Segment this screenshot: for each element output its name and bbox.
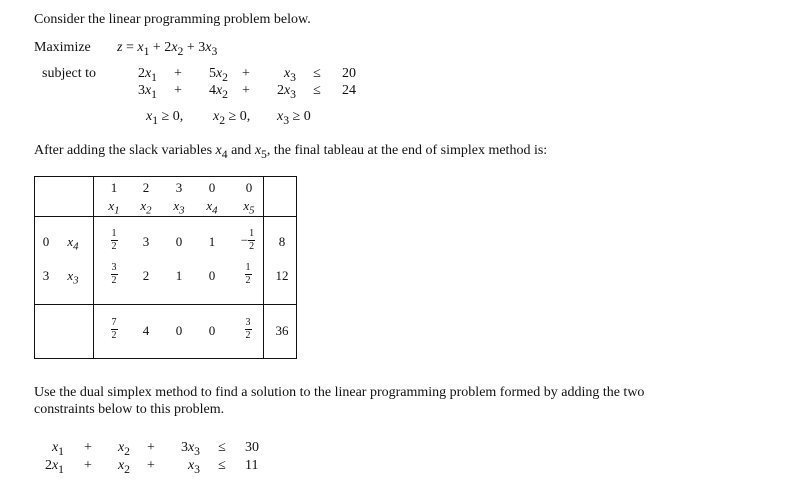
row-value: 2	[142, 268, 150, 283]
row-rhs: 8	[278, 234, 286, 249]
slack-sentence: After adding the slack variables $x_4$ and $x_5$, the final tableau at the end of simplex method is:	[34, 143, 548, 161]
row-value: 0	[175, 234, 183, 249]
constraint-operator: +	[84, 458, 92, 473]
constraint-term: $x_2$	[117, 458, 130, 476]
row-value: 0	[208, 268, 216, 283]
z-value: $\frac{7}{2}$	[111, 317, 117, 341]
added-constraint-row-2	[0, 457, 802, 475]
subject-to-label: subject to	[42, 66, 97, 81]
constraint-rhs: 11	[245, 458, 259, 473]
constraint-relation: ≤	[313, 83, 321, 98]
row-value: 1	[208, 234, 216, 249]
constraint-rhs: 30	[245, 440, 259, 455]
maximize-label: Maximize	[34, 40, 91, 55]
cost-c5: 0	[245, 180, 253, 195]
cost-c2: 2	[142, 180, 150, 195]
cost-c3: 3	[175, 180, 183, 195]
row-value: $\frac{1}{2}$	[245, 262, 251, 286]
constraint-operator: +	[242, 66, 250, 81]
dual-sentence-line2: constraints below to this problem.	[34, 402, 225, 417]
row-value: $\frac{3}{2}$	[111, 262, 117, 286]
row-basis: $x_4$	[67, 234, 79, 253]
constraint-term: $3x_3$	[180, 440, 200, 458]
constraint-term: $3x_1$	[137, 83, 157, 101]
nonnegativity-row	[0, 108, 802, 126]
constraint-relation: ≤	[218, 458, 226, 473]
constraint-relation: ≤	[218, 440, 226, 455]
dual-sentence-line1: Use the dual simplex method to find a solution to the linear programming problem formed by adding the two	[34, 385, 645, 400]
row-cb: 0	[42, 234, 50, 249]
row-value: − $\frac{1}{2}$	[240, 228, 255, 252]
z-value: $\frac{3}{2}$	[245, 317, 251, 341]
constraint-term: $x_2$	[117, 440, 130, 458]
row-cb: 3	[42, 268, 50, 283]
var-x2: $x_2$	[140, 198, 152, 217]
cost-c4: 0	[208, 180, 216, 195]
constraint-operator: +	[174, 83, 182, 98]
row-value: 3	[142, 234, 150, 249]
nonneg-x3: $x_3 \ge 0$	[277, 109, 311, 127]
constraint-term: $2x_1$	[137, 66, 157, 84]
constraint-term: $4x_2$	[208, 83, 228, 101]
nonneg-x2: $x_2 \ge 0$,	[213, 109, 251, 127]
row-rhs: 12	[275, 268, 289, 283]
z-value: 0	[175, 323, 183, 338]
constraint-term: $x_1$	[51, 440, 64, 458]
intro-text: Consider the linear programming problem below.	[34, 12, 311, 27]
var-x3: $x_3$	[173, 198, 185, 217]
constraint-term: $2x_3$	[276, 83, 296, 101]
constraint-operator: +	[84, 440, 92, 455]
constraint-row-2	[0, 82, 802, 100]
constraint-term: $x_3$	[283, 66, 296, 84]
row-value: $\frac{1}{2}$	[111, 228, 117, 252]
constraint-term: $x_3$	[187, 458, 200, 476]
constraint-operator: +	[147, 458, 155, 473]
constraint-operator: +	[147, 440, 155, 455]
var-x1: $x_1$	[108, 198, 120, 217]
simplex-tableau	[34, 176, 297, 359]
added-constraint-row-1	[0, 439, 802, 457]
constraint-operator: +	[174, 66, 182, 81]
row-value: 1	[175, 268, 183, 283]
row-basis: $x_3$	[67, 268, 79, 287]
var-x5: $x_5$	[243, 198, 255, 217]
z-value: 0	[208, 323, 216, 338]
constraint-row-1	[0, 65, 802, 83]
cost-c1: 1	[110, 180, 118, 195]
constraint-term: $2x_1$	[44, 458, 64, 476]
constraint-rhs: 20	[342, 66, 356, 81]
z-rhs: 36	[275, 323, 289, 338]
objective-function: $z = x_1 + 2x_2 + 3x_3$	[117, 40, 218, 58]
constraint-operator: +	[242, 83, 250, 98]
var-x4: $x_4$	[206, 198, 218, 217]
constraint-relation: ≤	[313, 66, 321, 81]
constraint-rhs: 24	[342, 83, 356, 98]
nonneg-x1: $x_1 \ge 0$,	[146, 109, 184, 127]
z-value: 4	[142, 323, 150, 338]
constraint-term: $5x_2$	[208, 66, 228, 84]
